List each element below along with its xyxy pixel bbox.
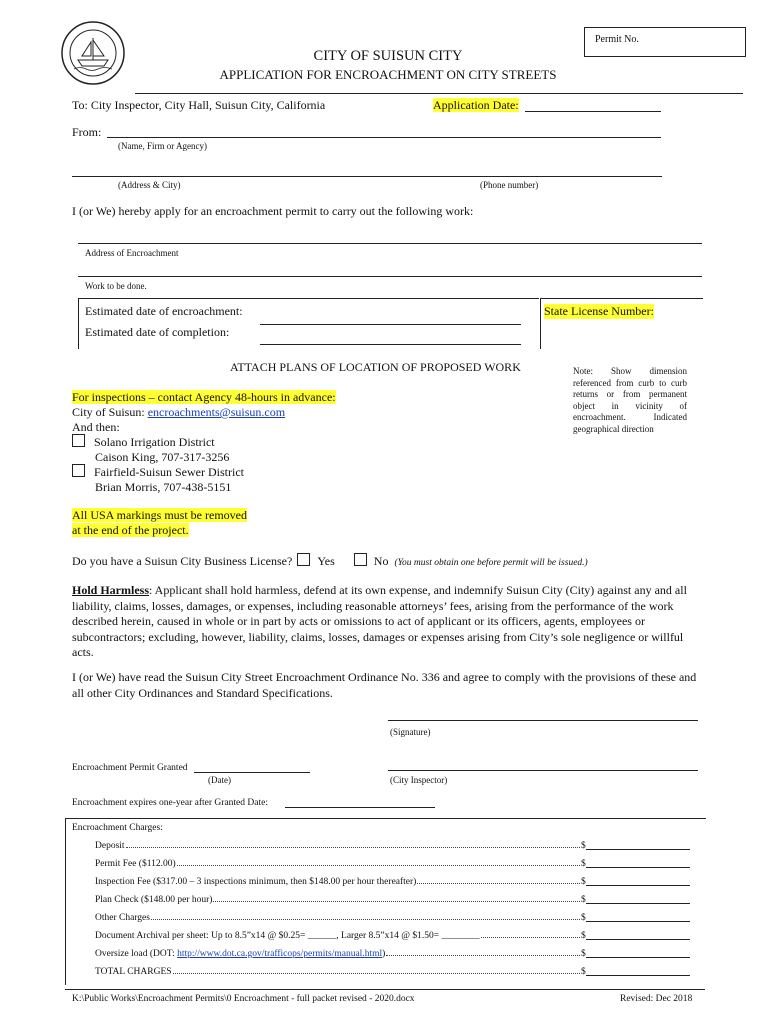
charges-title: Encroachment Charges: — [72, 823, 163, 833]
charge-row-deposit: Deposit $ — [95, 837, 693, 851]
business-license-yes-checkbox[interactable] — [297, 553, 310, 566]
work-to-be-done-caption: Work to be done. — [85, 281, 147, 291]
inspections-heading: For inspections – contact Agency 48-hours in advance: — [72, 390, 336, 404]
to-line: To: City Inspector, City Hall, Suisun City, California — [72, 98, 326, 112]
plan-check-amount-field[interactable] — [586, 893, 690, 904]
business-license-no-checkbox[interactable] — [354, 553, 367, 566]
page-title — [206, 48, 570, 83]
email-link[interactable]: encroachments@suisun.com — [147, 405, 286, 419]
estimated-encroachment-field[interactable] — [260, 324, 521, 325]
city-inspector-field[interactable] — [388, 770, 698, 771]
name-caption: (Name, Firm or Agency) — [118, 141, 207, 151]
ordinance-statement: I (or We) have read the Suisun City Street Encroachment Ordinance No. 336 and agree to comply with the provisions of these and all other City Ordinances and Standard Specifications. — [72, 670, 697, 700]
permit-no-label: Permit No. — [595, 34, 639, 45]
expires-label: Encroachment expires one-year after Granted Date: — [72, 798, 268, 808]
name-field[interactable] — [107, 137, 661, 138]
hold-harmless: Hold Harmless: Applicant shall hold harmless, defend at its own expense, and indemnify Suisun City (City) against any and all liability, claims, losses, damages, or expenses, including reasonable attorneys’ fees, arising from the performance of the work described herein, caused in whole or in part by acts or omissions to act of applicant or its officers, agents, employees or subcontractors; excluding, however, liability, claims, losses, damages or expenses arising from City’s sole negligence or willful acts. — [72, 583, 687, 659]
charge-row-inspection-fee: Inspection Fee ($317.00 – 3 inspections minimum, then $148.00 per hour thereafter) $ — [95, 873, 693, 887]
address-field[interactable] — [72, 176, 662, 177]
phone-caption: (Phone number) — [480, 180, 539, 190]
address-caption: (Address & City) — [118, 180, 181, 190]
estimated-completion-field[interactable] — [260, 344, 521, 345]
permit-no-box[interactable] — [584, 27, 746, 57]
title-line-2: APPLICATION FOR ENCROACHMENT ON CITY STREETS — [219, 67, 557, 82]
footer-path: K:\Public Works\Encroachment Permits\0 Encroachment - full packet revised - 2020.docx — [72, 994, 415, 1004]
attach-plans-heading: ATTACH PLANS OF LOCATION OF PROPOSED WORK — [230, 360, 521, 374]
other-charges-amount-field[interactable] — [586, 911, 690, 922]
address-of-encroachment-caption: Address of Encroachment — [85, 248, 179, 258]
note-text: Note: Show dimension referenced from curb to curb returns or from permanent object in vicinity of encroachment. Indicated geographical direction — [573, 366, 687, 434]
city-contact: City of Suisun: encroachments@suisun.com — [72, 405, 286, 419]
footer-revised: Revised: Dec 2018 — [620, 994, 693, 1004]
charge-row-oversize-load: Oversize load (DOT: http://www.dot.ca.gov/trafficops/permits/manual.html) $ — [95, 945, 693, 959]
solano-checkbox[interactable] — [72, 434, 85, 447]
permit-granted-label: Encroachment Permit Granted — [72, 763, 188, 773]
option-solano: Solano Irrigation District Caison King, 707-317-3256 — [72, 434, 229, 465]
fairfield-checkbox[interactable] — [72, 464, 85, 477]
option-fairfield: Fairfield-Suisun Sewer District Brian Morris, 707-438-5151 — [72, 464, 244, 495]
apply-statement: I (or We) hereby apply for an encroachment permit to carry out the following work: — [72, 204, 474, 218]
expires-date-field[interactable] — [285, 807, 435, 808]
oversize-load-amount-field[interactable] — [586, 947, 690, 958]
application-date-field[interactable] — [525, 111, 661, 112]
charge-row-permit-fee: Permit Fee ($112.00) $ — [95, 855, 693, 869]
estimated-completion-label: Estimated date of completion: — [85, 325, 230, 339]
charge-row-total: TOTAL CHARGES $ — [95, 963, 693, 977]
permit-granted-date-field[interactable] — [194, 772, 310, 773]
and-then: And then: — [72, 420, 120, 434]
document-archival-amount-field[interactable] — [586, 929, 690, 940]
charge-row-document-archival: Document Archival per sheet: Up to 8.5”x14 @ $0.25= ______, Larger 8.5”x14 @ $1.50= ________ $ — [95, 927, 693, 941]
signature-field[interactable] — [388, 720, 698, 721]
permit-fee-amount-field[interactable] — [586, 857, 690, 868]
charge-row-other: Other Charges $ — [95, 909, 693, 923]
from-label: From: — [72, 125, 102, 139]
deposit-amount-field[interactable] — [586, 839, 690, 850]
state-license-label: State License Number: — [544, 304, 654, 318]
city-inspector-caption: (City Inspector) — [390, 775, 448, 785]
state-license-box[interactable] — [540, 298, 703, 349]
work-to-be-done-field[interactable] — [78, 276, 702, 277]
total-charges-amount-field[interactable] — [586, 965, 690, 976]
usa-markings: All USA markings must be removed at the end of the project. — [72, 508, 247, 537]
dot-permits-link[interactable]: http://www.dot.ca.gov/trafficops/permits/manual.html — [177, 949, 383, 959]
charge-row-plan-check: Plan Check ($148.00 per hour) $ — [95, 891, 693, 905]
application-date-label: Application Date: — [433, 98, 519, 112]
title-line-1: CITY OF SUISUN CITY — [313, 48, 463, 64]
inspection-fee-amount-field[interactable] — [586, 875, 690, 886]
signature-caption: (Signature) — [390, 727, 431, 737]
date-caption: (Date) — [208, 775, 231, 785]
address-of-encroachment-field[interactable] — [78, 243, 702, 244]
estimated-encroachment-label: Estimated date of encroachment: — [85, 304, 243, 318]
business-license-row: Do you have a Suisun City Business License? Yes No (You must obtain one before permit will be issued.) — [72, 554, 588, 568]
city-seal — [60, 20, 126, 86]
